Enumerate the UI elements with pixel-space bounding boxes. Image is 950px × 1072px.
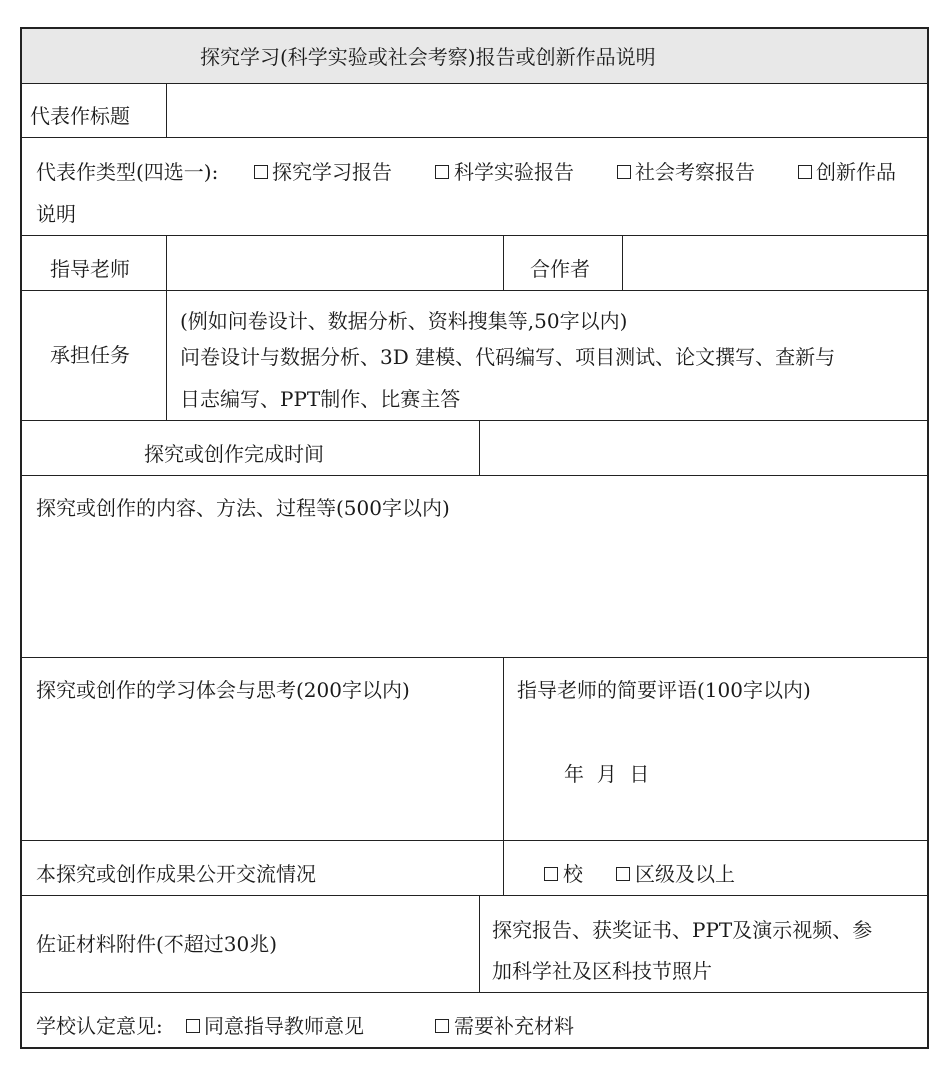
evidence-content-line-1: 探究报告、获奖证书、PPT及演示视频、参	[492, 918, 873, 942]
divider	[22, 420, 927, 421]
divider	[22, 83, 927, 84]
divider	[22, 475, 927, 476]
divider	[22, 657, 927, 658]
divider	[622, 235, 623, 290]
title-label: 代表作标题	[30, 104, 130, 128]
divider	[22, 840, 927, 841]
advisor-label: 指导老师	[50, 257, 130, 281]
checkbox-school-level[interactable]	[544, 867, 558, 881]
option-innovation-work-wrap: 说明	[36, 202, 76, 226]
divider	[166, 83, 167, 137]
evidence-content-line-2: 加科学社及区科技节照片	[492, 959, 712, 983]
option-innovation-work: 创新作品	[816, 160, 896, 184]
partner-label: 合作者	[530, 257, 590, 281]
task-content-line-1: 问卷设计与数据分析、3D 建模、代码编写、项目测试、论文撰写、查新与	[180, 345, 836, 369]
option-science-experiment-report: 科学实验报告	[454, 160, 574, 184]
public-exchange-label: 本探究或创作成果公开交流情况	[36, 862, 316, 886]
divider	[22, 290, 927, 291]
divider	[503, 657, 504, 895]
divider	[166, 235, 167, 420]
option-agree-advisor: 同意指导教师意见	[204, 1014, 364, 1038]
divider	[22, 137, 927, 138]
evidence-label: 佐证材料附件(不超过30兆)	[36, 932, 278, 956]
option-social-survey-report: 社会考察报告	[635, 160, 755, 184]
checkbox-innovation-work[interactable]	[798, 165, 812, 179]
checkbox-social-survey-report[interactable]	[617, 165, 631, 179]
reflection-label: 探究或创作的学习体会与思考(200字以内)	[36, 678, 410, 702]
divider	[22, 235, 927, 236]
form-title: 探究学习(科学实验或社会考察)报告或创新作品说明	[200, 45, 656, 69]
option-exploration-report: 探究学习报告	[272, 160, 392, 184]
divider	[22, 992, 927, 993]
divider	[503, 235, 504, 290]
task-label: 承担任务	[50, 343, 130, 367]
option-need-materials: 需要补充材料	[454, 1014, 574, 1038]
checkbox-agree-advisor[interactable]	[186, 1019, 200, 1033]
divider	[479, 420, 480, 475]
divider	[22, 895, 927, 896]
task-hint: (例如问卷设计、数据分析、资料搜集等,50字以内)	[180, 309, 628, 333]
completion-time-label: 探究或创作完成时间	[144, 442, 324, 466]
checkbox-science-experiment-report[interactable]	[435, 165, 449, 179]
option-district-level: 区级及以上	[635, 862, 735, 886]
checkbox-exploration-report[interactable]	[254, 165, 268, 179]
type-label: 代表作类型(四选一):	[36, 160, 219, 184]
school-opinion-label: 学校认定意见:	[36, 1014, 163, 1038]
task-content-line-2: 日志编写、PPT制作、比赛主答	[180, 387, 461, 411]
checkbox-district-level[interactable]	[616, 867, 630, 881]
option-school-level: 校	[563, 862, 583, 886]
divider	[479, 895, 480, 992]
research-report-form	[20, 27, 929, 1049]
content-method-label: 探究或创作的内容、方法、过程等(500字以内)	[36, 496, 450, 520]
comment-date-label: 年 月 日	[564, 762, 650, 786]
checkbox-need-materials[interactable]	[435, 1019, 449, 1033]
advisor-comment-label: 指导老师的简要评语(100字以内)	[517, 678, 811, 702]
